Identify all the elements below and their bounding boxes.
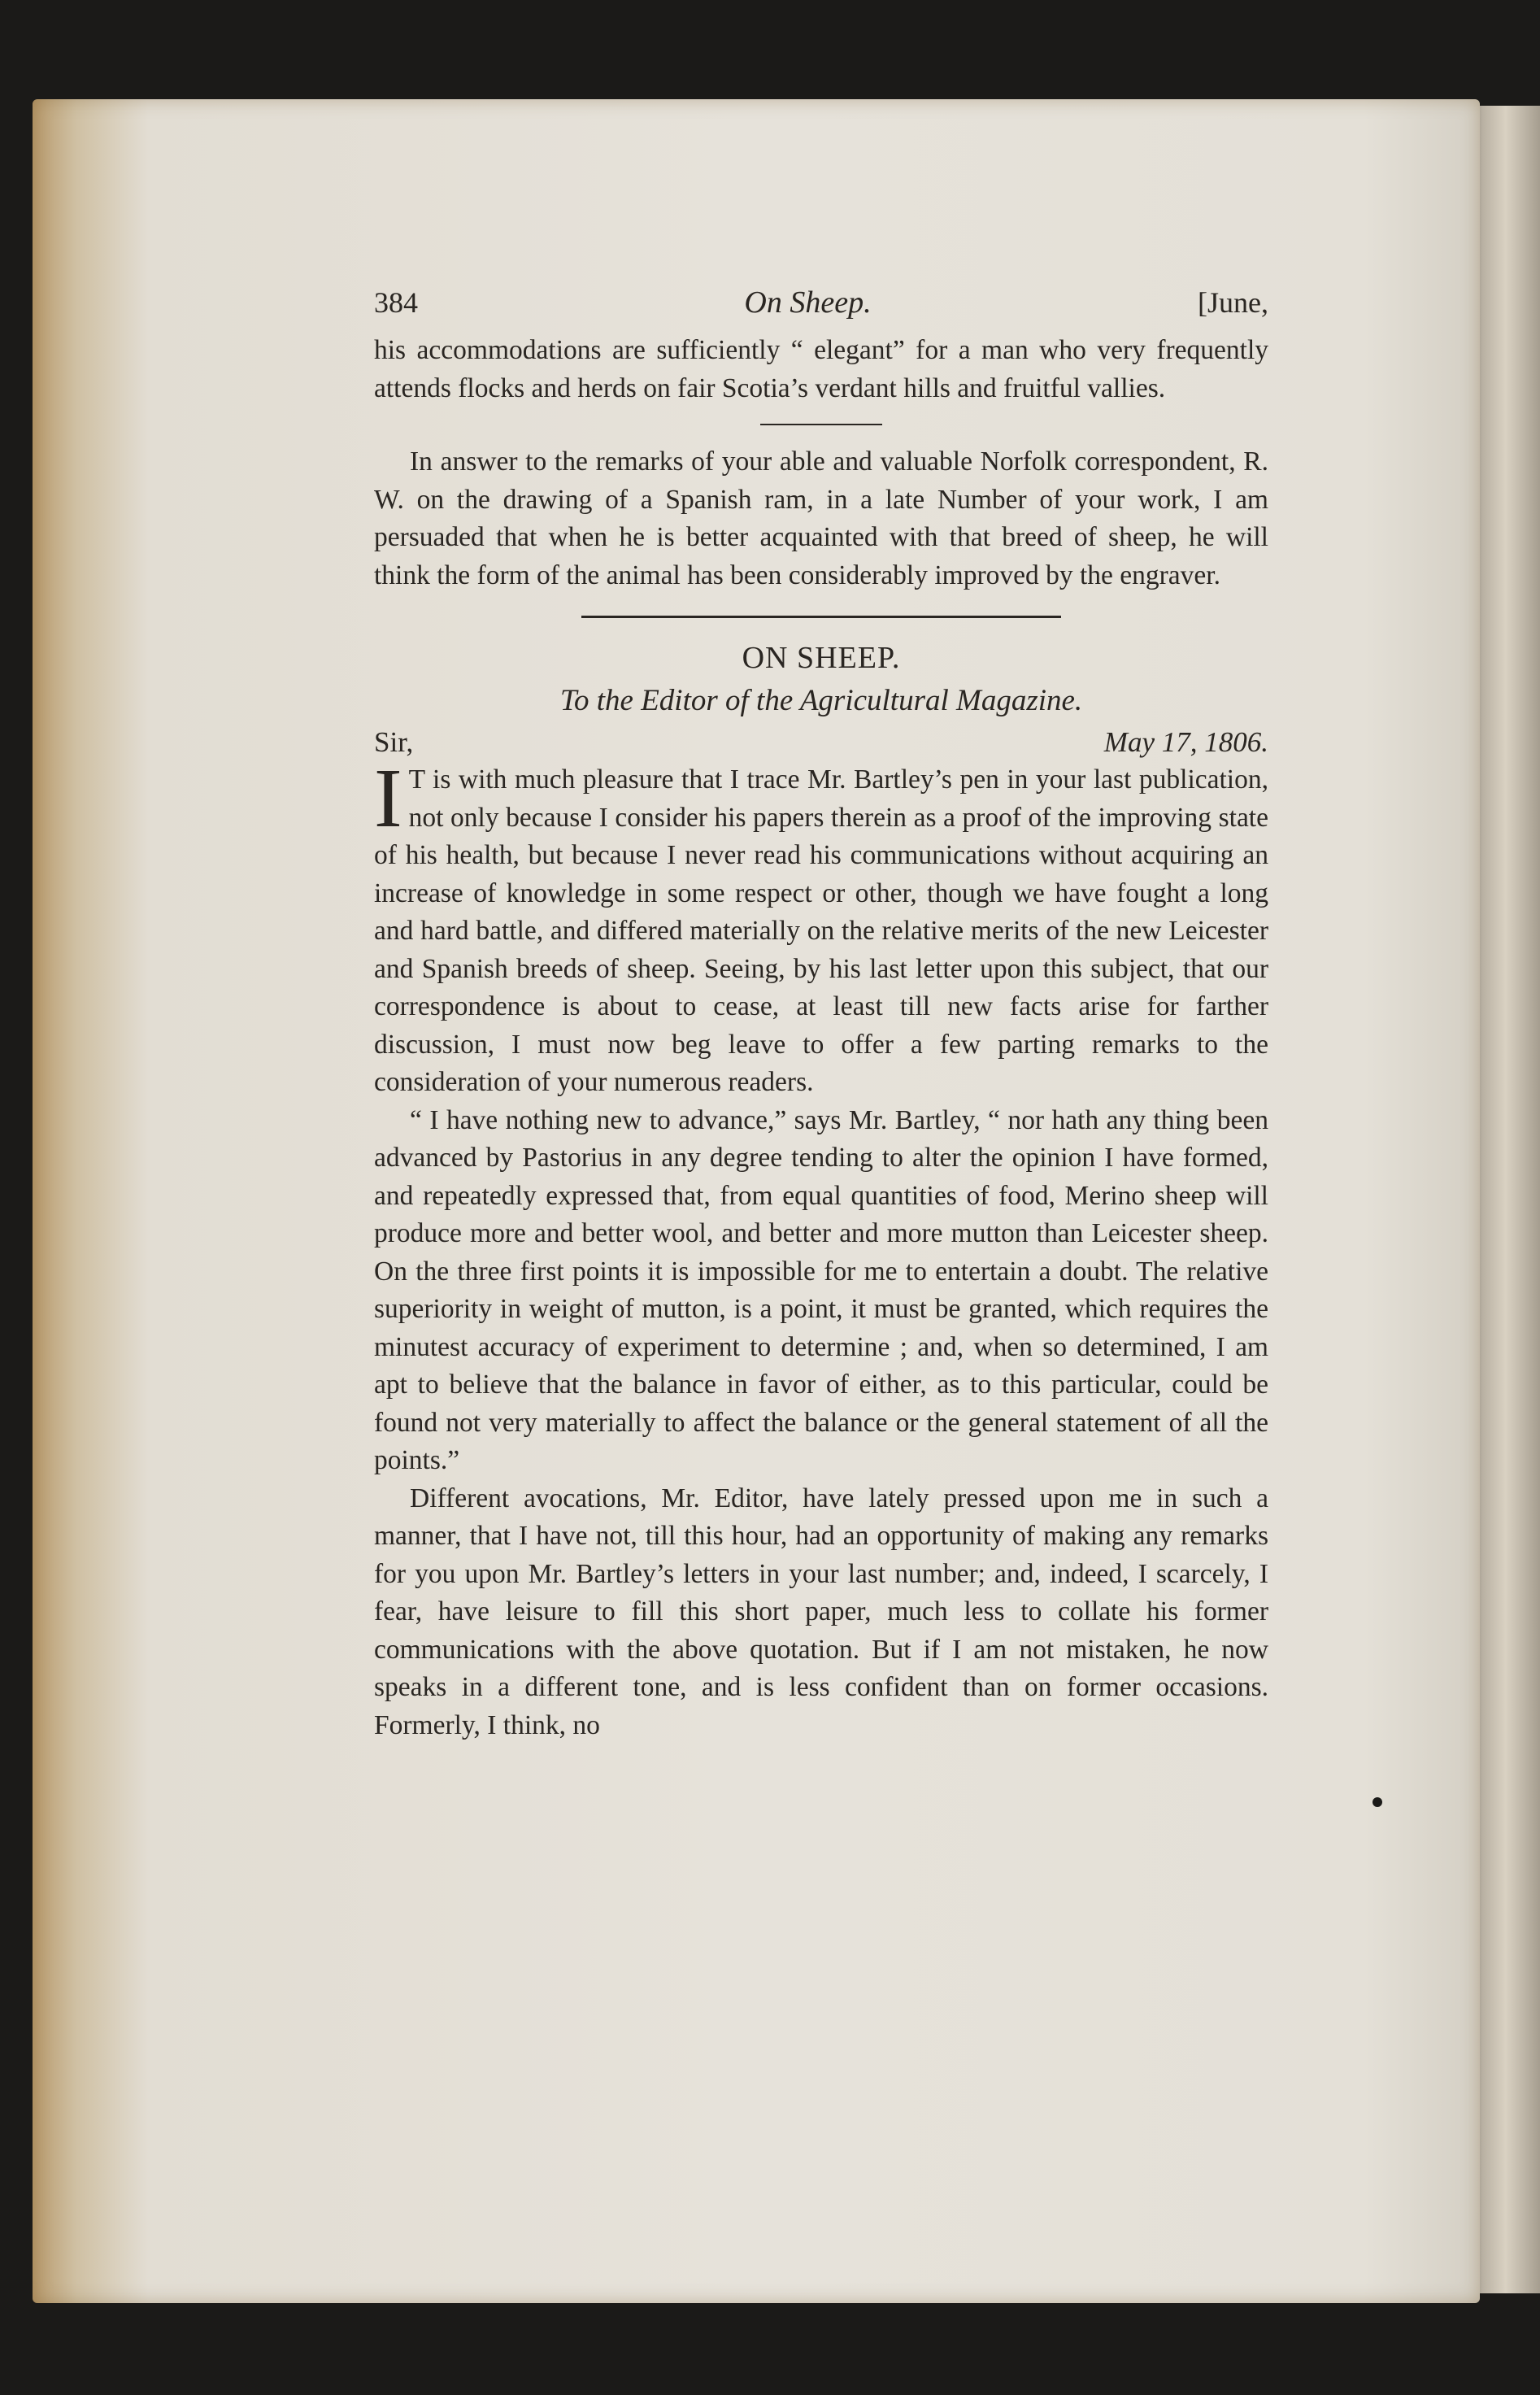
- short-divider: [760, 424, 882, 425]
- header-month: [June,: [1198, 286, 1268, 319]
- article-paragraph-1-text: T is with much pleasure that I trace Mr. Bartley’s pen in your last publication, not only because I consider his papers therein as a proof of the improving state of his health, but because I never read his communications without acquiring an increase of knowledge in some respect or other, though we have fought a long and hard battle, and differed materially on the relative merits of the new Leicester and Spanish breeds of sheep. Seeing, by his last letter upon this subject, that our correspondence is about to cease, at least till new facts arise for farther discussion, I must now beg leave to offer a few parting remarks to the consideration of your numerous readers.: [374, 764, 1268, 1097]
- salutation: Sir,: [374, 726, 414, 758]
- section-divider: [581, 616, 1061, 618]
- article-addressee: To the Editor of the Agricultural Magazine.: [559, 684, 1083, 717]
- article-paragraph-2: “ I have nothing new to advance,” says Mr. Bartley, “ nor hath any thing been advanced by Pastorius in any degree tending to alter the opinion I have formed, and repeatedly expressed that, from equal quantities of food, Merino sheep will produce more and better wool, and better and more mutton than Leicester sheep. On the three first points it is impossible for me to entertain a doubt. The relative superiority in weight of mutton, is a point, it must be granted, which requires the minutest accuracy of experiment to determine ; and, when so determined, I am apt to believe that the balance in favor of either, as to this particular, could be found not very materially to affect the balance or the general statement of all the points.”: [374, 1104, 1268, 1475]
- intro-paragraph: his accommodations are sufficiently “ elegant” for a man who very frequently attends flocks and herds on fair Scotia’s verdant hills and fruitful vallies.: [374, 335, 1268, 403]
- article-heading: ON SHEEP.: [742, 641, 901, 675]
- salutation-row: [374, 724, 1268, 761]
- reply-paragraph: In answer to the remarks of your able and valuable Norfolk correspondent, R. W. on the drawing of a Spanish ram, in a late Number of your work, I am persuaded that when he is better acquainted with that breed of sheep, he will think the form of the animal has been considerably improved by the engraver.: [374, 446, 1268, 590]
- page-text: [374, 285, 1268, 1744]
- article-paragraph-1: [374, 751, 1268, 1102]
- running-header: [374, 285, 1268, 320]
- article-paragraph-3: Different avocations, Mr. Editor, have lately pressed upon me in such a manner, that I have not, till this hour, had an opportunity of making any remarks for you upon Mr. Bartley’s letters in your last number; and, indeed, I scarcely, I fear, have leisure to fill this short paper, much less to collate his former communications with the above quotation. But if I am not mistaken, he now speaks in a different tone, and is less confident than on former occasions. Formerly, I think, no: [374, 1483, 1268, 1740]
- drop-cap: I: [374, 751, 402, 845]
- running-title: On Sheep.: [744, 285, 872, 320]
- ink-speck: [1373, 1797, 1382, 1807]
- page-number: 384: [374, 286, 418, 319]
- letter-date: May 17, 1806.: [1103, 726, 1268, 758]
